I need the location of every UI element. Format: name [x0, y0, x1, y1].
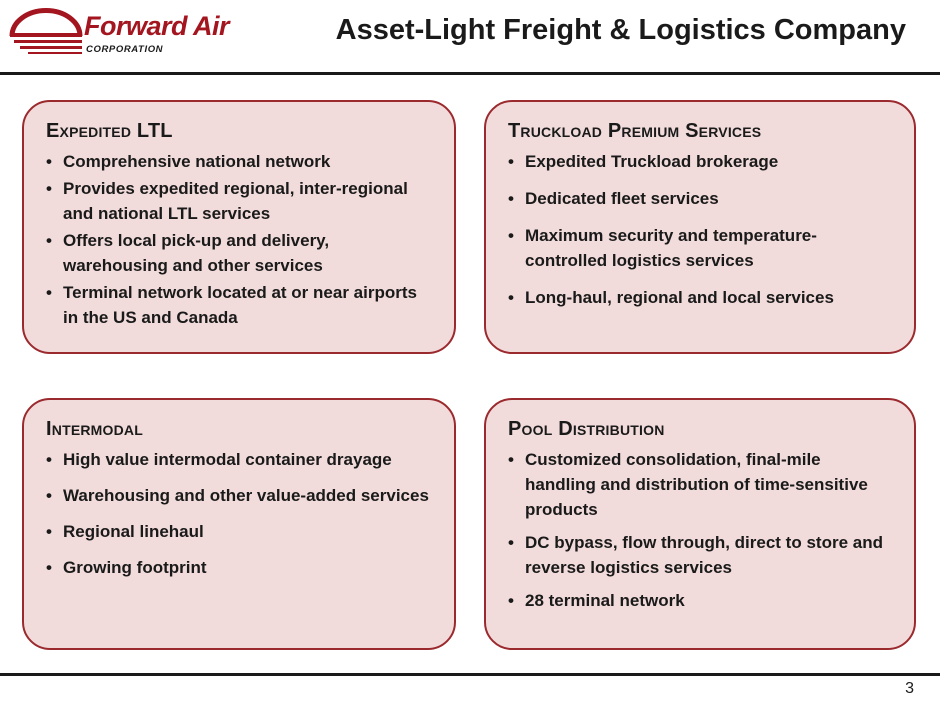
bullet-item: • Dedicated fleet services: [508, 186, 894, 211]
bullet-item: • Offers local pick-up and delivery, warehousing and other services: [46, 228, 434, 278]
logo-subtitle: CORPORATION: [86, 44, 164, 55]
bullet-item: • Maximum security and temperature-controlled logistics services: [508, 223, 894, 273]
bullet-list: [508, 149, 894, 310]
bullet-item: • Expedited Truckload brokerage: [508, 149, 894, 174]
bullet-item: • Provides expedited regional, inter-regional and national LTL services: [46, 176, 434, 226]
bullet-item: • Customized consolidation, final-mile handling and distribution of time-sensitive products: [508, 447, 894, 522]
footer-divider: [0, 673, 940, 676]
bullet-item: • Regional linehaul: [46, 519, 434, 544]
header-divider: [0, 72, 940, 75]
bullet-item: • Long-haul, regional and local services: [508, 285, 894, 310]
bullet-item: • High value intermodal container drayage: [46, 447, 434, 472]
page-title: Asset-Light Freight & Logistics Company: [335, 14, 906, 46]
card-pool-distribution: [484, 398, 916, 650]
bullet-item: • Warehousing and other value-added services: [46, 483, 434, 508]
card-title: Expedited LTL: [46, 120, 173, 142]
page-number: 3: [905, 680, 914, 697]
bullet-list: [46, 447, 434, 580]
bullet-item: • Comprehensive national network: [46, 149, 434, 174]
bullet-item: • Growing footprint: [46, 555, 434, 580]
card-title: Truckload Premium Services: [508, 120, 762, 142]
bullet-item: • Terminal network located at or near airports in the US and Canada: [46, 280, 434, 330]
card-truckload-premium-services: [484, 100, 916, 354]
card-intermodal: [22, 398, 456, 650]
card-expedited-ltl: [22, 100, 456, 354]
bullet-list: [508, 447, 894, 613]
logo-globe-icon: [6, 6, 86, 62]
card-title: Pool Distribution: [508, 418, 665, 440]
bullet-list: [46, 149, 434, 330]
company-logo: [6, 6, 266, 62]
card-title: Intermodal: [46, 418, 143, 440]
bullet-item: • 28 terminal network: [508, 588, 894, 613]
bullet-item: • DC bypass, flow through, direct to store and reverse logistics services: [508, 530, 894, 580]
logo-wordmark: Forward Air: [84, 11, 230, 41]
